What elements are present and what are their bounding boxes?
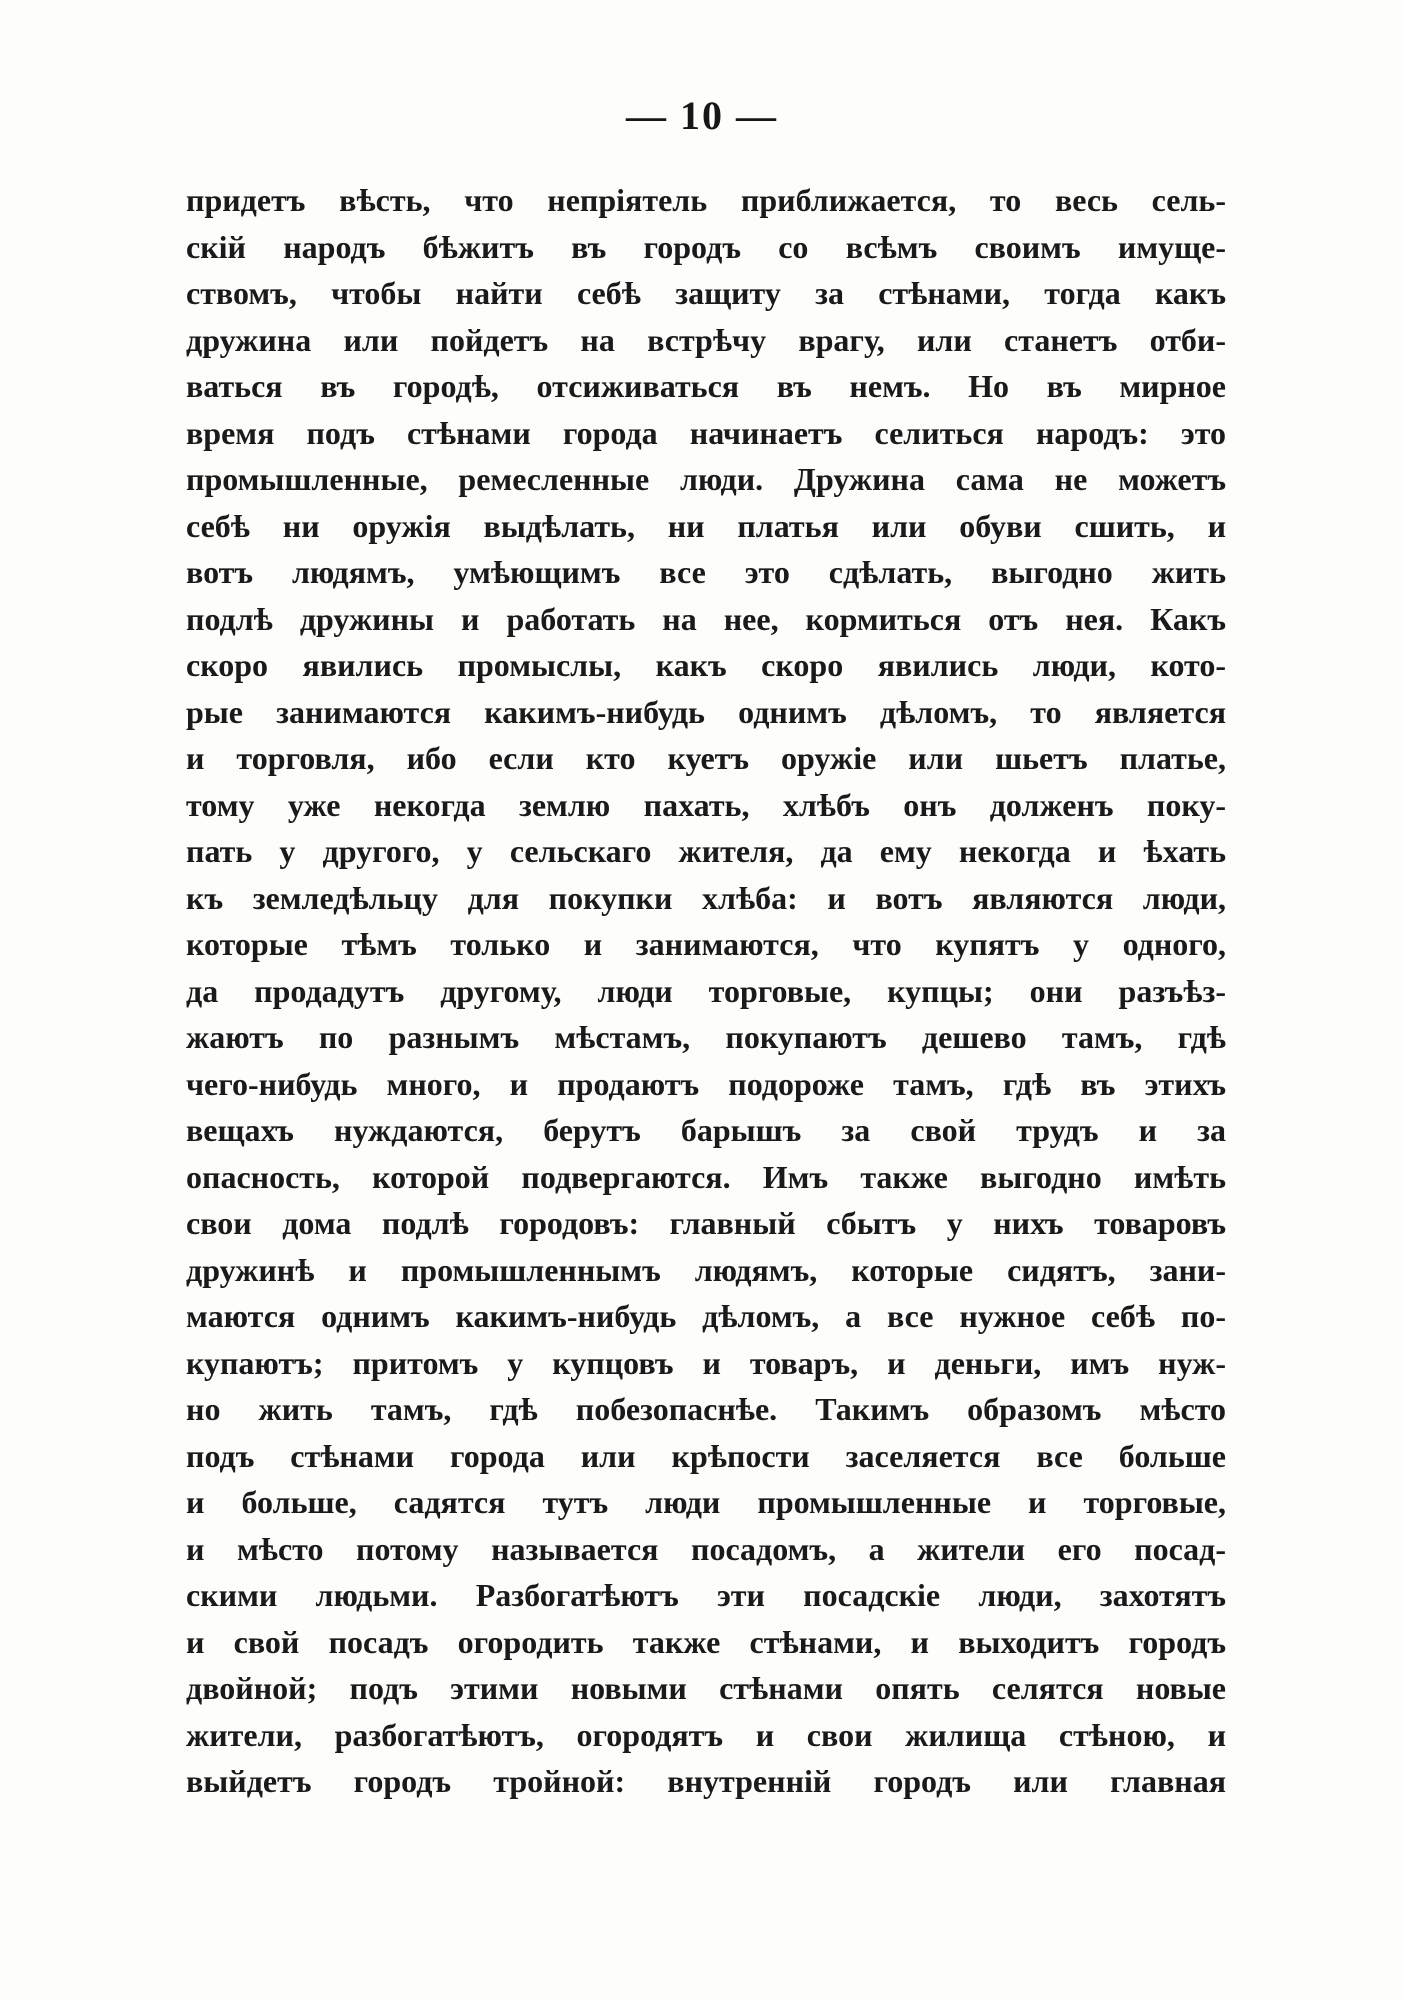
text-line: вещахъ нуждаются, берутъ барышъ за свой трудъ и за [186, 1112, 1226, 1148]
text-line: жители, разбогатѣютъ, огородятъ и свои жилища стѣною, и [186, 1716, 1226, 1753]
text-line: жаютъ по разнымъ мѣстамъ, покупаютъ дешево тамъ, гдѣ [186, 1019, 1226, 1055]
text-line: тому уже некогда землю пахать, хлѣбъ онъ долженъ поку- [186, 786, 1226, 823]
text-line: и свой посадъ огородить также стѣнами, и выходитъ городъ [186, 1623, 1226, 1660]
text-line: скоро явились промыслы, какъ скоро явились люди, кото- [186, 647, 1226, 683]
text-line: вотъ людямъ, умѣющимъ все это сдѣлать, выгодно жить [186, 554, 1226, 590]
text-line: ствомъ, чтобы найти себѣ защиту за стѣнами, тогда какъ [186, 275, 1226, 311]
text-line: да продадутъ другому, люди торговые, купцы; они разъѣз- [186, 972, 1226, 1009]
page-number: — 10 — [626, 93, 778, 138]
text-line: и торговля, ибо если кто куетъ оружіе или шьетъ платье, [186, 740, 1226, 776]
text-line: себѣ ни оружія выдѣлать, ни платья или обуви сшить, и [186, 507, 1226, 544]
text-line: чего-нибудь много, и продаютъ подороже тамъ, гдѣ въ этихъ [186, 1065, 1226, 1102]
text-line: дружинѣ и промышленнымъ людямъ, которые сидятъ, зани- [186, 1251, 1226, 1288]
text-line: маются однимъ какимъ-нибудь дѣломъ, а все нужное себѣ по- [186, 1298, 1226, 1334]
text-line: двойной; подъ этими новыми стѣнами опять селятся новые [186, 1670, 1226, 1706]
text-line: пать у другого, у сельскаго жителя, да ему некогда и ѣхать [186, 833, 1226, 869]
text-line: къ земледѣльцу для покупки хлѣба: и вотъ являются люди, [186, 879, 1226, 916]
text-line: купаютъ; притомъ у купцовъ и товаръ, и деньги, имъ нуж- [186, 1344, 1226, 1381]
text-line: которые тѣмъ только и занимаются, что купятъ у одного, [186, 926, 1226, 962]
text-line: подлѣ дружины и работать на нее, кормиться отъ нея. Какъ [186, 600, 1226, 637]
text-line: и мѣсто потому называется посадомъ, а жители его посад- [186, 1530, 1226, 1567]
text-line: промышленные, ремесленные люди. Дружина сама не можетъ [186, 461, 1226, 497]
text-line: рые занимаются какимъ-нибудь однимъ дѣломъ, то является [186, 693, 1226, 730]
text-line: скими людьми. Разбогатѣютъ эти посадскіе люди, захотятъ [186, 1577, 1226, 1613]
text-line: опасность, которой подвергаются. Имъ также выгодно имѣть [186, 1158, 1226, 1195]
text-line: и больше, садятся тутъ люди промышленные и торговые, [186, 1484, 1226, 1520]
text-line: скій народъ бѣжитъ въ городъ со всѣмъ своимъ имуще- [186, 228, 1226, 265]
text-line: но жить тамъ, гдѣ побезопаснѣе. Такимъ образомъ мѣсто [186, 1391, 1226, 1427]
text-line: время подъ стѣнами города начинаетъ селиться народъ: это [186, 414, 1226, 451]
text-line: ваться въ городѣ, отсиживаться въ немъ. Но въ мирное [186, 368, 1226, 404]
text-line: свои дома подлѣ городовъ: главный сбытъ у нихъ товаровъ [186, 1205, 1226, 1241]
text-line: выйдетъ городъ тройной: внутренній городъ или главная [186, 1763, 1226, 1799]
text-line: подъ стѣнами города или крѣпости заселяется все больше [186, 1437, 1226, 1474]
text-line: дружина или пойдетъ на встрѣчу врагу, или станетъ отби- [186, 321, 1226, 358]
text-line: придетъ вѣсть, что непріятель приближается, то весь сель- [186, 182, 1226, 218]
body-text [186, 177, 1226, 1805]
